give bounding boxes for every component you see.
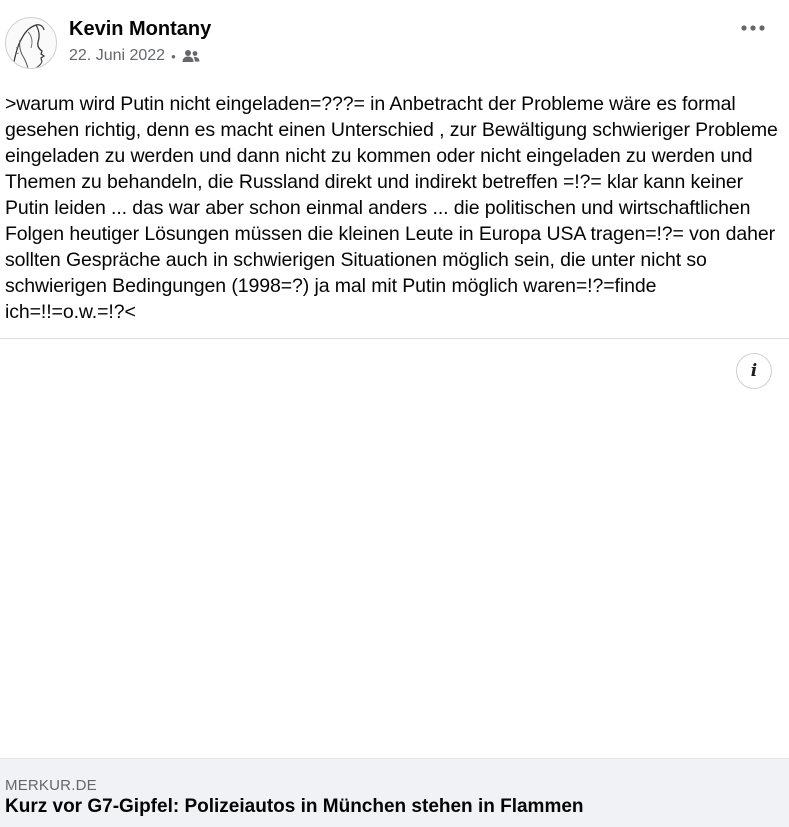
- author-name[interactable]: Kevin Montany: [69, 18, 212, 40]
- post-meta: [69, 47, 200, 65]
- more-options-button[interactable]: [735, 14, 771, 42]
- post-date[interactable]: 22. Juni 2022: [69, 47, 166, 64]
- friends-icon[interactable]: [182, 49, 200, 63]
- more-options-icon: [741, 25, 765, 31]
- info-button[interactable]: [736, 353, 772, 389]
- link-domain: MERKUR.DE: [5, 777, 97, 794]
- avatar-sketch-icon: [6, 18, 57, 69]
- media-area[interactable]: [0, 339, 789, 758]
- meta-separator: •: [171, 48, 176, 64]
- link-preview[interactable]: [0, 758, 789, 827]
- author-avatar[interactable]: [5, 17, 57, 69]
- link-title[interactable]: Kurz vor G7-Gipfel: Polizeiautos in München stehen in Flammen: [5, 796, 584, 817]
- post-text: >warum wird Putin nicht eingeladen=???= in Anbetracht der Probleme wäre es formal gesehen richtig, denn es macht einen Unterschied , zur Bewältigung schwieriger Probleme eingeladen zu werden und dann nicht zu kommen oder nicht eingeladen zu werden und Themen zu behandeln, die Russland direkt und indirekt betreffen =!?= klar kann keiner Putin leiden ... das war aber schon einmal anders ... die politischen und wirtschaftlichen Folgen heutiger Lösungen müssen die kleinen Leute in Europa USA tragen=!?= von daher sollten Gespräche auch in schwierigen Situationen möglich sein, die unter nicht so schwierigen Bedingungen (1998=?) ja mal mit Putin möglich waren=!?=finde ich=!!=o.w.=!?<: [5, 93, 778, 323]
- info-icon: i: [750, 360, 758, 381]
